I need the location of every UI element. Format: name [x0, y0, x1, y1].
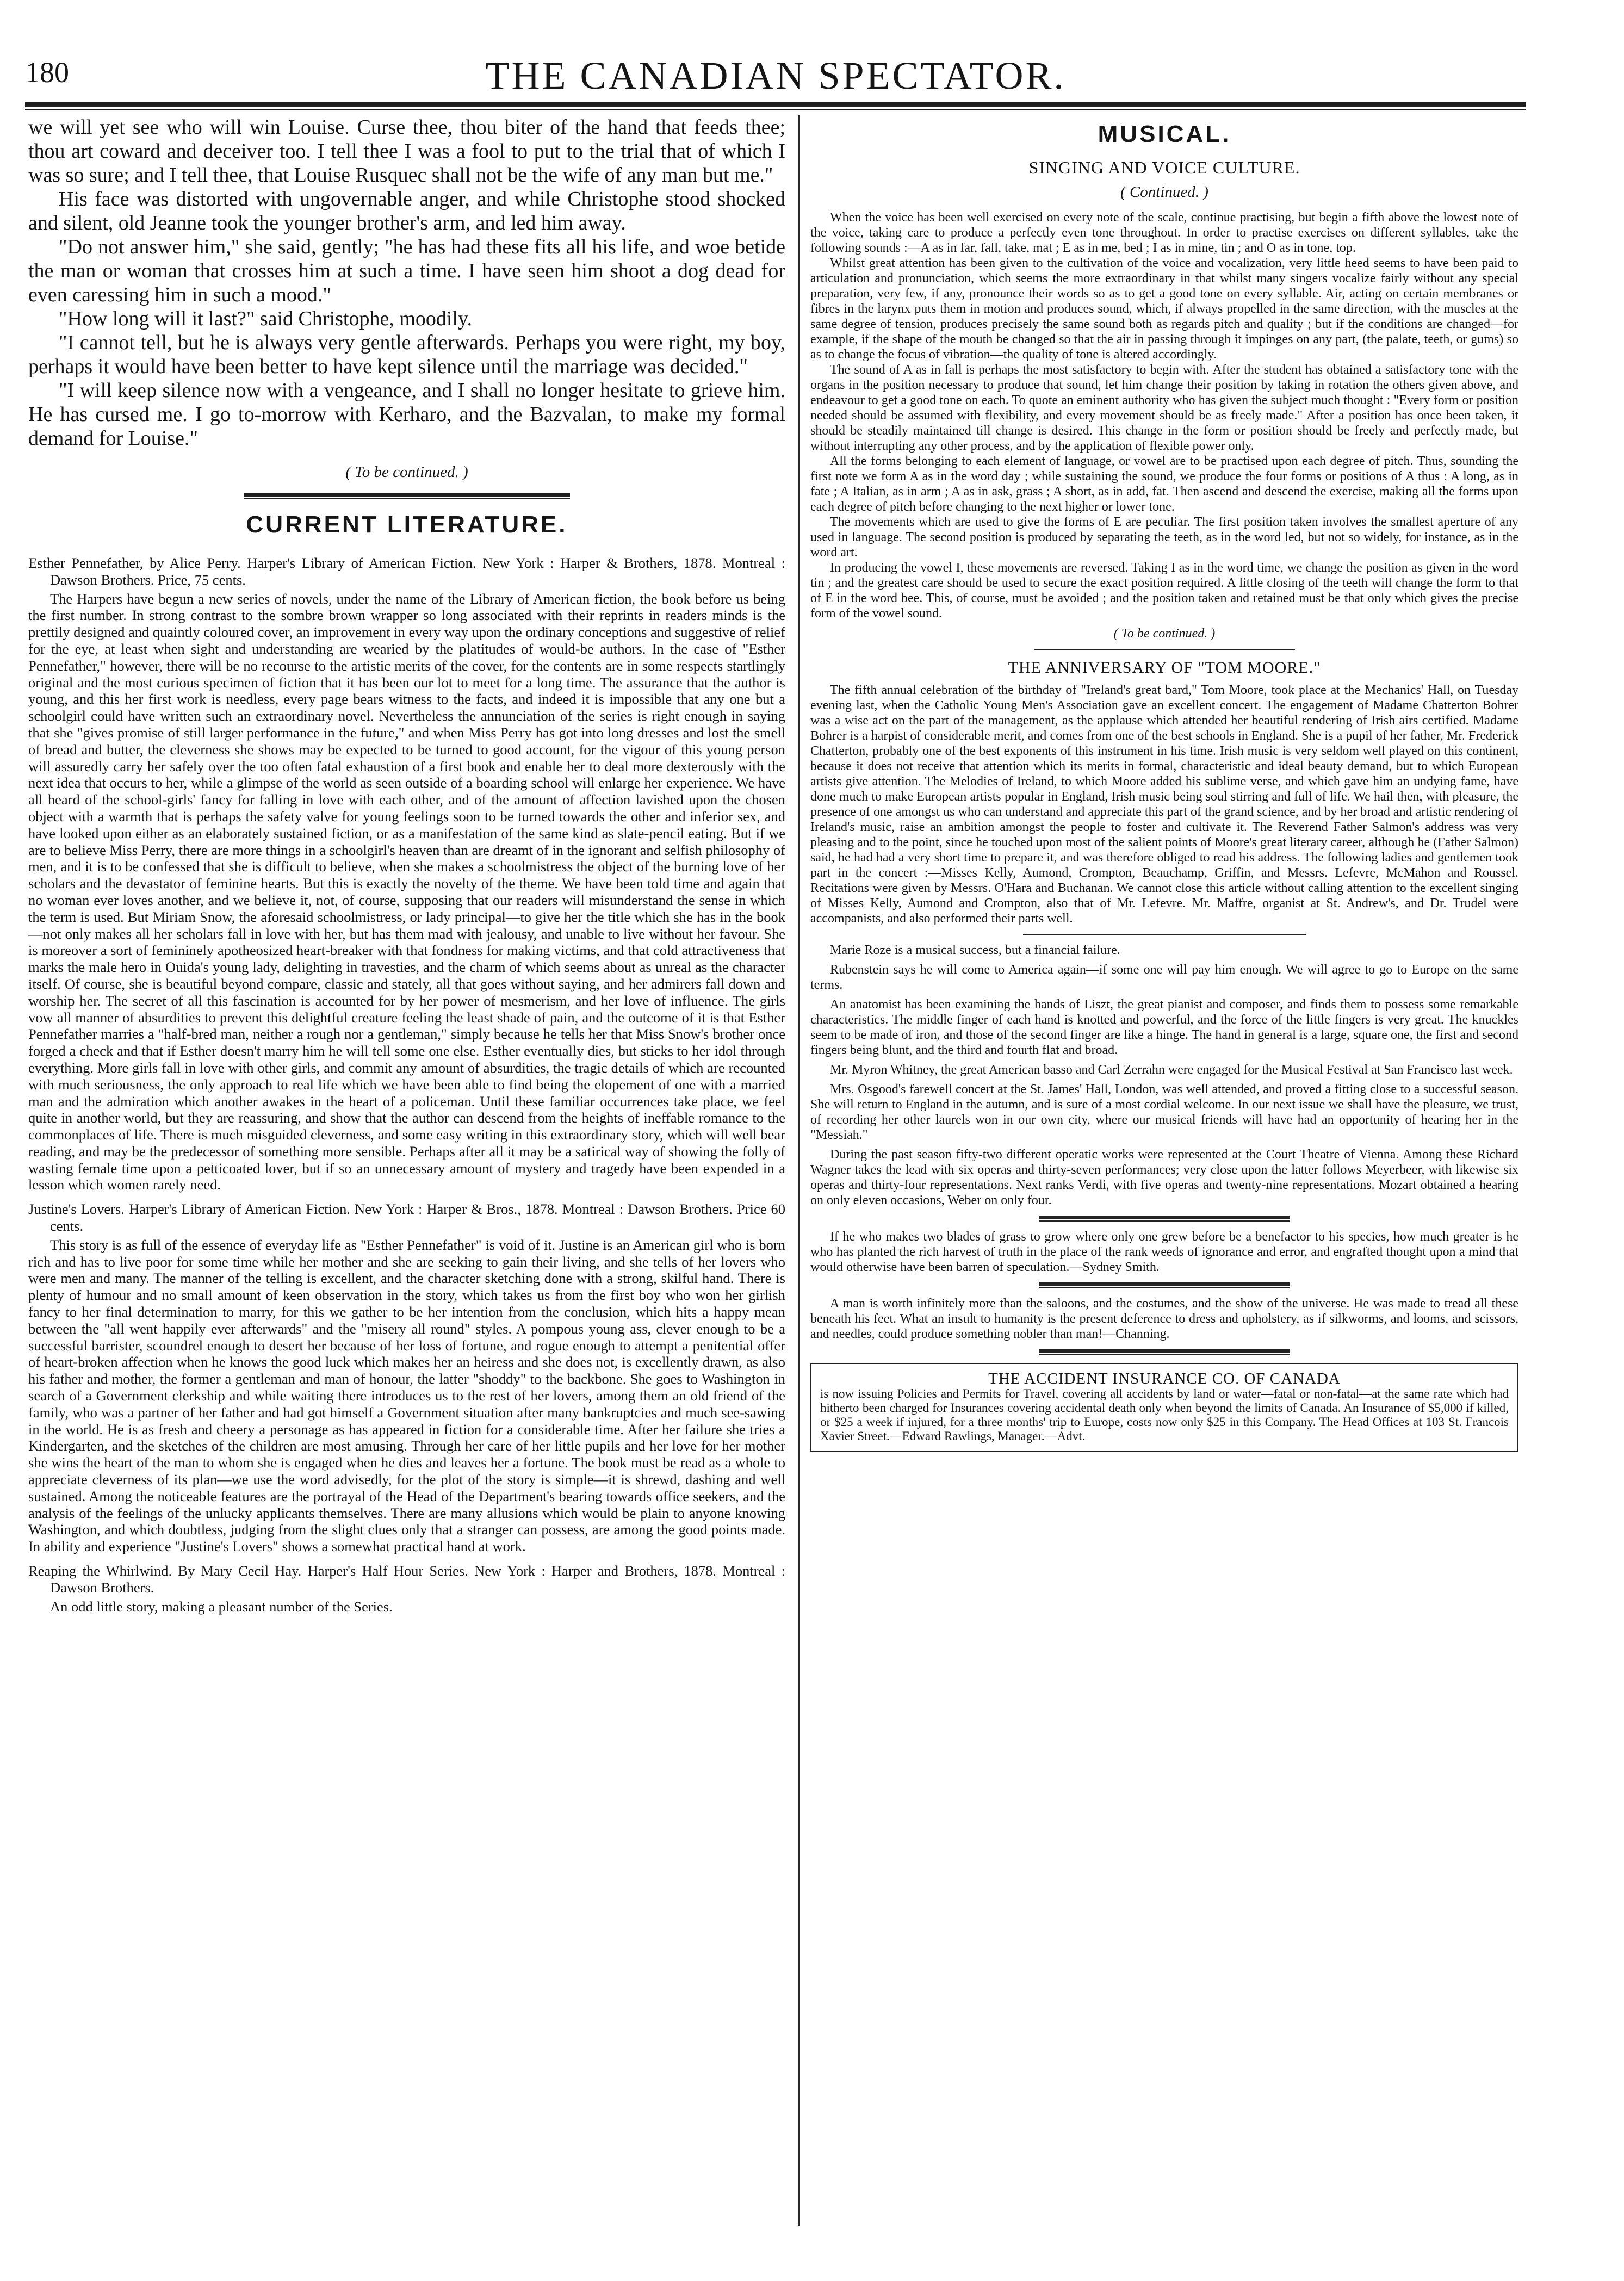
review-citation: Reaping the Whirlwind. By Mary Cecil Hay. Harper's Half Hour Series. New York : Harper and Brothers, 1878. Montreal : Dawson Brothers. [28, 1563, 785, 1596]
header-rule-thin [25, 109, 1526, 110]
note-paragraph: Rubenstein says he will come to America again—if some one will pay him enough. We will agree to go to Europe on the same terms. [810, 963, 1518, 992]
section-heading-musical: MUSICAL. [1098, 121, 1231, 147]
tom-moore-article [810, 683, 1518, 926]
review-body: This story is as full of the essence of everyday life as "Esther Pennefather" is void of it. Justine is an American girl who is born rich and has to live poor for some time while her mother and she are seeking to gain their living, and she tells of her lovers who were men and many. The manner of the telling is excellent, and the character sketching done with a strong, skilful hand. There is plenty of humour and no small amount of keen observation in the story, which takes us from the first boy who won her girlish fancy to her final determination to marry, for this we gather to be her intention from the conclusion, which hits a happy mean between the "all went happily ever afterwards" and the "misery all round" styles. A pompous young ass, clever enough to be a successful barrister, scoundrel enough to desert her because of her loss of fortune, and rogue enough to attempt a penitential offer of heart-broken affection when he knows the good luck which makes her an heiress and she does not, is excellently drawn, as also his father and mother, the former a gentleman and man of honour, the latter "shoddy" to the backbone. She goes to Washington in search of a Government clerkship and while waiting there introduces us to the rest of her lovers, among them an old friend of the family, who was a partner of her father and had got himself a Government situation after many bankruptcies and much see-sawing in the world. He is as fresh and cheery a personage as has appeared in fiction for a considerable time. After her failure she tries a Kindergarten, and the sketches of the children are most amusing. Through her care of her little pupils and her love for her mother she wins the heart of the man to whom she is engaged when he dies and leaves her a fortune. The book must be read as a whole to appreciate cleverness of its plan—we use the word advisedly, for the plot of the story is simple—it is shrewd, dashing and well sustained. Among the noticeable features are the portrayal of the Head of the Department's bearing towards office seekers, and the analysis of the feelings of the unlucky applicants themselves. There are many allusions which would be plain to anyone knowing Washington, and which doubtless, judging from the slight clues only that a stranger can possess, are among the good points made. In ability and experience "Justine's Lovers" shows a somewhat practical hand at work. [28, 1236, 785, 1555]
article-paragraph: The fifth annual celebration of the birthday of "Ireland's great bard," Tom Moore, took place at the Mechanics' Hall, on Tuesday evening last, when the Catholic Young Men's Association gave an excellent concert. The engagement of Madame Chatterton Bohrer was a wise act on the part of the management, as the applause which attended her beautiful rendering of Irish airs certified. Madame Bohrer is a harpist of considerable merit, and comes from one of the best schools in England. She is a pupil of her father, Mr. Frederick Chatterton, probably one of the best exponents of this instrument in his time. Irish music is very seldom well played on this continent, because it does not receive that attention which its merits in formal, characteristic and ideal beauty demand, but to which European artists give attention. The Melodies of Ireland, to which Moore added his sublime verse, and which gave him an undying fame, have done much to make European artists popular in England, Irish music being soul stirring and full of life. We hail then, with pleasure, the presence of one amongst us who can understand and appreciate this part of the grand science, and by her broad and artistic rendering of Ireland's music, raise an ambition amongst the people to foster and cultivate it. The Reverend Father Salmon's address was very pleasing and to the point, since he touched upon most of the salient points of Moore's great literary career, although he (Father Salmon) said, he had had a very short time to prepare it, and was therefore obliged to read his address. The following ladies and gentlemen took part in the concert :—Misses Kelly, Aumond, Crompton, Beauchamp, Griffin, and Messrs. Lefevre, McMahon and Roussel. Recitations were given by Messrs. O'Hara and Buchanan. We cannot close this article without calling attention to the excellent singing of Misses Kelly, Aumond and Crompton, also that of Mr. Lefevre. Mr. Maffre, organist at St. Andrew's, and Dr. Trudel were accompanists, and also performed their parts well. [810, 683, 1518, 926]
story-paragraph: we will yet see who will win Louise. Curse thee, thou biter of the hand that feeds thee; thou art coward and deceiver too. I tell thee I was a fool to put to the trial that of which I was so sure; and I tell thee, that Louise Rusquec shall not be the wife of any man but me." [28, 116, 785, 187]
story-paragraph: "I will keep silence now with a vengeance, and I shall no longer hesitate to grieve him. He has cursed me. I go to-morrow with Kerharo, and the Bazvalan, to make my formal demand for Louise." [28, 379, 785, 450]
article-subheading: SINGING AND VOICE CULTURE. [1028, 158, 1300, 177]
literature-reviews [28, 555, 785, 1615]
article-paragraph: When the voice has been well exercised on every note of the scale, continue practising, but begin a fifth above the lowest note of the voice, taking care to produce a perfectly even tone throughout. In order to practise exercises on different syllables, take the following sounds :—A as in far, fall, take, mat ; E as in me, bed ; I as in mine, tin ; and O as in tone, top. [810, 210, 1518, 255]
section-rule [1039, 1216, 1290, 1222]
note-paragraph: An anatomist has been examining the hands of Liszt, the great pianist and composer, and finds them to possess some remarkable characteristics. The middle finger of each hand is knotted and powerful, and the force of the little fingers is very great. The knuckles seem to be made of iron, and those of the second finger are like a hinge. The hand in general is a large, square one, the first and second fingers being blunt, and the third and fourth flat and broad. [810, 997, 1518, 1057]
note-paragraph: During the past season fifty-two different operatic works were represented at the Court Theatre of Vienna. Among these Richard Wagner takes the lead with six operas and thirty-seven performances; very close upon the latter follows Meyerbeer, with likewise six operas and thirty-four representations. Next ranks Verdi, with five operas and twenty-nine representations. Mozart obtained a hearing on only eleven occasions, Weber on only four. [810, 1148, 1518, 1207]
story-paragraph: "How long will it last?" said Christophe, moodily. [59, 307, 473, 330]
quote-channing: A man is worth infinitely more than the saloons, and the costumes, and the show of the universe. He was made to tread all these beneath his feet. What an insult to humanity is the present deference to dress and upholstery, as if silkworms, and looms, and scissors, and needles, could produce something nobler than man!—Channing. [810, 1297, 1518, 1341]
insurance-advertisement [810, 1363, 1518, 1452]
header-rule-thick [25, 102, 1526, 107]
left-column [28, 115, 785, 2226]
to-be-continued: ( To be continued. ) [1113, 627, 1216, 641]
advertisement-heading: THE ACCIDENT INSURANCE CO. OF CANADA [988, 1370, 1341, 1387]
voice-culture-article [810, 210, 1518, 621]
review-body: An odd little story, making a pleasant number of the Series. [50, 1598, 393, 1615]
note-paragraph: Marie Roze is a musical success, but a financial failure. [830, 943, 1120, 957]
review-body: The Harpers have begun a new series of novels, under the name of the Library of American fiction, the book before us being the first number. In strong contrast to the sombre brown wrapper so long associated with their reprints in readers minds is the prettily designed and quaintly coloured cover, an improvement in every way upon the ordinary conceptions and suggestive of relief for the eye, at least when sight and understanding are wearied by the platitudes of would-be authors. In the case of "Esther Pennefather," however, there will be no recourse to the artistic merits of the cover, for the contents are in some respects startlingly original and the most curious specimen of fiction that it has been our lot to meet for a long time. The assurance that the author is young, and this her first work is needless, every page bears witness to the facts, and indeed it is impossible that any one but a schoolgirl could have written such an extraordinary novel. Nevertheless the annunciation of the series is right enough in saying that she "gives promise of still larger performance in the future," and when Miss Perry has got into long dresses and lost the smell of bread and butter, the cleverness she shows may be expected to be turned to good account, for the vigour of this young person will assuredly carry her safely over the too often fatal exhaustion of a first book and enable her to deal more dexterously with the next idea that occurs to her, while a glimpse of the world as seen outside of a boarding school will enlarge her experience. We have all heard of the school-girls' fancy for falling in love with each other, and of the amount of affection lavished upon the chosen object with a warmth that is perhaps the safety valve for young feelings soon to be turned towards the other and inferior sex, and have looked upon either as an elaborately sustained fiction, or as a manifestation of the same kind as slate-pencil eating. But if we are to believe Miss Perry, there are more things in a schoolgirl's heaven than are dreamt of in the ignorant and selfish philosophy of men, and it is to be confessed that she is difficult to believe, when she makes a schoolmistress the object of the burning love of her scholars and the devastator of feminine hearts. But this is exactly the novelty of the theme. We have been told time and again that no woman ever loves another, and we believe it, not, of course, supposing that our readers will misunderstand the sense in which the term is used. But Miriam Snow, the aforesaid schoolmistress, or lady principal—to give her the title which she has in the book—not only makes all her scholars fall in love with her, but has them mad with jealousy, and unable to live without her favour. She is moreover a sort of femininely apotheosized heart-breaker with that fondness for making victims, and that cold attractiveness that marks the male hero in Ouida's young lady, delighting in travesties, and the charm of which seems about as unreal as the character itself. Of course, she is beautiful beyond compare, classic and stately, all that goes without saying, and her admirers fall down and worship her. The secret of all this fascination is accounted for by her power of mesmerism, and her love of influence. The girls vow all manner of absurdities to prevent this delightful creature feeling the least shade of pain, and the outcome of it is that Esther Pennefather marries a "half-bred man, neither a rough nor a gentleman," simply because he tells her that Miss Snow's brother once forged a check and that if Esther doesn't marry him he will tell some one else. Esther eventually dies, but sticks to her idol through everything. More girls fall in love with other girls, and commit any amount of absurdities, the tragic details of which are recounted with much seriousness, the only approach to real life which we have been able to find being the elopement of one with a married man and the admiration which another awakes in the heart of a policeman. Until these familiar occurrences take place, we feel quite in another world, but they are reassuring, and show that the author can descend from the heights of ineffable romance to the commonplaces of life. There is much misguided cleverness, and some easy writing in this extraordinary story, which will well bear reading, and may be the predecessor of something more sensible. Perhaps after all it may be a satirical way of showing the folly of wasting female time upon a petticoated lover, but if so an unnecessary amount of mystery and tragedy have been expended in a lesson which women rarely need. [28, 590, 785, 1193]
article-paragraph: In producing the vowel I, these movements are reversed. Taking I as in the word time, we change the position as given in the word tin ; and the greatest care should be used to secure the exact position required. A little closing of the teeth will change the form to that of E in the word bee. This, of course, must be avoided ; and the position taken and retained must be that only which gives the precise form of the vowel sound. [810, 561, 1518, 621]
note-paragraph: Mrs. Osgood's farewell concert at the St. James' Hall, London, was well attended, and proved a fitting close to a successful season. She will return to England in the autumn, and is sure of a most cordial welcome. In our next issue we shall have the pleasure, we trust, of recording her other laurels won in our own city, where our musical friends will have had an opportunity of hearing her in the "Messiah." [810, 1082, 1518, 1142]
serial-story [28, 115, 785, 450]
continued-note: ( Continued. ) [1120, 183, 1208, 201]
story-paragraph: His face was distorted with ungovernable anger, and while Christophe stood shocked and silent, old Jeanne took the younger brother's arm, and led him away. [28, 188, 785, 234]
article-paragraph: The movements which are used to give the forms of E are peculiar. The first position taken involves the smallest aperture of any used in language. The second position is produced by separating the teeth, as in the word led, but not so widely, for instance, as in the word art. [810, 515, 1518, 560]
section-rule [1039, 1282, 1290, 1288]
review-citation: Justine's Lovers. Harper's Library of American Fiction. New York : Harper & Bros., 1878. Montreal : Dawson Brothers. Price 60 cents. [28, 1201, 785, 1235]
to-be-continued: ( To be continued. ) [345, 463, 468, 481]
publication-title: THE CANADIAN SPECTATOR. [485, 54, 1066, 97]
musical-notes [810, 943, 1518, 1208]
right-column [810, 115, 1518, 2226]
story-paragraph: "I cannot tell, but he is always very gentle afterwards. Perhaps you were right, my boy, perhaps it would have been better to have kept silence until the marriage was decided." [28, 331, 785, 378]
quote-block [810, 1229, 1518, 1275]
article-paragraph: All the forms belonging to each element of language, or vowel are to be practised upon each degree of pitch. Thus, sounding the first note we form A as in the word day ; while sustaining the sound, we produce the four forms or positions of A thus : A long, as in fate ; A Italian, as in arm ; A as in ask, grass ; A short, as in add, fat. Then ascend and descend the exercise, making all the forms upon each degree of pitch before changing to the next higher or lower tone. [810, 454, 1518, 514]
quote-sydney-smith: If he who makes two blades of grass to grow where only one grew before be a benefactor to his species, how much greater is he who has planted the rich harvest of truth in the place of the rank weeds of ignorance and error, and engrafted thought upon a mind that would otherwise have been barren of speculation.—Sydney Smith. [810, 1230, 1518, 1274]
column-divider [798, 115, 800, 2226]
section-heading-current-literature: CURRENT LITERATURE. [246, 511, 568, 538]
article-paragraph: The sound of A as in fall is perhaps the most satisfactory to begin with. After the student has obtained a satisfactory tone with the organs in the position necessary to produce that sound, let him change their position by taking in rotation the others given above, and endeavour to get a good tone on each. To quote an eminent authority who has given the subject much thought : "Every form or position needed should be assumed with flexibility, and every movement should be as freely made." After a position has once been taken, it should be steadily maintained till change is desired. This change in the form or position should be freely and perfectly made, but without interrupting any other process, and by the application of flexible power only. [810, 363, 1518, 453]
section-rule [1039, 1349, 1290, 1355]
page-header [25, 50, 1526, 99]
article-heading-tom-moore: THE ANNIVERSARY OF "TOM MOORE." [1008, 659, 1321, 677]
story-paragraph: "Do not answer him," she said, gently; "he has had these fits all his life, and woe betide the man or woman that crosses him at such a time. I have seen him shoot a dog dead for even caressing him in such a mood." [28, 235, 785, 306]
section-rule [1023, 934, 1306, 935]
section-rule [244, 493, 570, 499]
page-number: 180 [25, 56, 69, 89]
review-citation: Esther Pennefather, by Alice Perry. Harper's Library of American Fiction. New York : Harper & Brothers, 1878. Montreal : Dawson Brothers. Price, 75 cents. [28, 555, 785, 588]
quote-block [810, 1296, 1518, 1342]
section-rule [1034, 649, 1295, 650]
article-paragraph: Whilst great attention has been given to the cultivation of the voice and vocalization, very little heed seems to have been paid to articulation and pronunciation, which seems the more extraordinary in that whilst many singers vocalize fairly without any special preparation, very few, if any, pronounce their words so as to get a good tone on every syllable. Air, acting on certain membranes or fibres in the larynx puts them in motion and produces sound, which, if always propelled in the same direction, with the muscles at the same degree of tension, produces precisely the same sound both as regards pitch and quality ; but if the conditions are changed—for example, if the shape of the mouth be changed so that the air in passing through it impinges on any part, (the palate, teeth, or gums) so as to change the focus of vibration—the quality of tone is altered accordingly. [810, 256, 1518, 362]
note-paragraph: Mr. Myron Whitney, the great American basso and Carl Zerrahn were engaged for the Musical Festival at San Francisco last week. [830, 1063, 1513, 1077]
advertisement-body: is now issuing Policies and Permits for Travel, covering all accidents by land or water—fatal or non-fatal—at the same rate which had hitherto been charged for Insurances covering accidental death only when beyond the limits of Canada. An Insurance of $5,000 if killed, or $25 a week if injured, for a three months' trip to Europe, costs now only $25 in this Company. The Head Offices at 103 St. Francois Xavier Street.—Edward Rawlings, Manager.—Advt. [820, 1387, 1509, 1443]
